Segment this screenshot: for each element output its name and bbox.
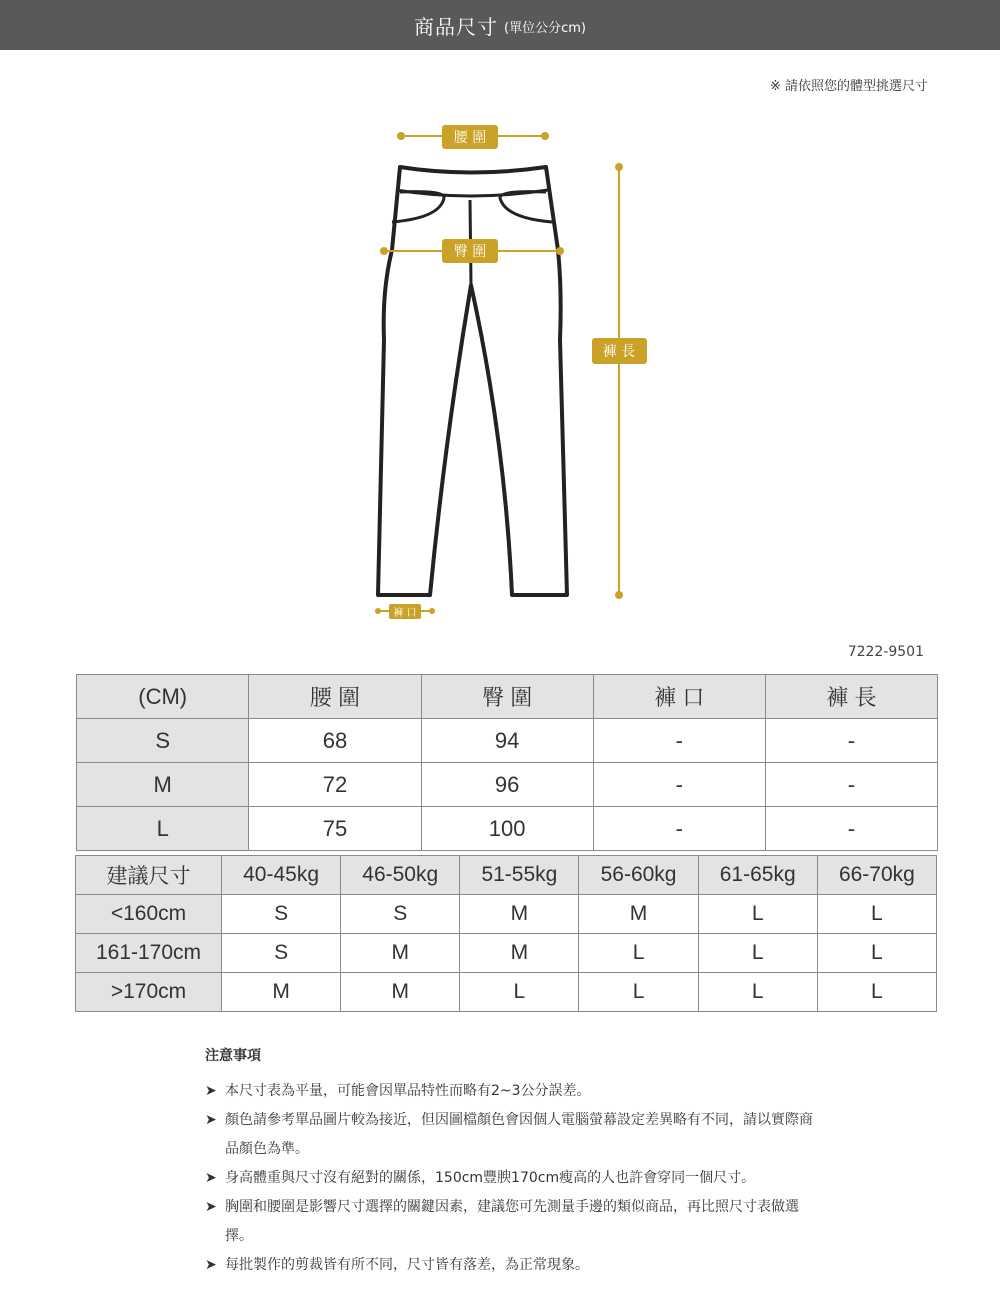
table-cell: S xyxy=(222,895,341,934)
length-label: 褲 長 xyxy=(602,344,636,360)
size-label-cell: L xyxy=(77,807,249,851)
product-code: 7222-9501 xyxy=(847,644,924,660)
size-header-cell: 褲 口 xyxy=(593,675,765,719)
table-row xyxy=(77,763,938,807)
table-cell: - xyxy=(765,763,937,807)
table-cell: M xyxy=(460,895,579,934)
table-cell: L xyxy=(817,973,936,1012)
table-cell: S xyxy=(222,934,341,973)
list-item xyxy=(205,1077,825,1106)
table-cell: M xyxy=(222,973,341,1012)
table-cell: - xyxy=(593,807,765,851)
notes-title: 注意事項 xyxy=(205,1048,261,1064)
rec-header-cell: 66-70kg xyxy=(817,856,936,895)
arrow-icon: ➤ xyxy=(205,1199,217,1215)
arrow-icon: ➤ xyxy=(205,1083,217,1099)
table-cell: L xyxy=(698,934,817,973)
table-cell: 68 xyxy=(249,719,421,763)
header-title: 商品尺寸 xyxy=(414,14,499,39)
table-cell: 100 xyxy=(421,807,593,851)
arrow-icon: ➤ xyxy=(205,1257,217,1273)
table-row xyxy=(76,934,937,973)
note-text: 顏色請參考單品圖片較為接近，但因圖檔顏色會因個人電腦螢幕設定差異略有不同，請以實際商品顏色為準。 xyxy=(225,1112,813,1157)
list-item xyxy=(205,1106,825,1164)
pants-diagram xyxy=(0,110,1000,630)
table-row xyxy=(77,807,938,851)
size-table xyxy=(76,674,938,851)
table-cell: L xyxy=(817,895,936,934)
table-cell: 72 xyxy=(249,763,421,807)
table-row xyxy=(77,719,938,763)
arrow-icon: ➤ xyxy=(205,1170,217,1186)
rec-header-cell: 建議尺寸 xyxy=(76,856,222,895)
table-cell: 94 xyxy=(421,719,593,763)
size-label-cell: M xyxy=(77,763,249,807)
height-label-cell: >170cm xyxy=(76,973,222,1012)
table-cell: L xyxy=(460,973,579,1012)
list-item xyxy=(205,1251,825,1280)
rec-table-header xyxy=(76,856,937,895)
table-cell: M xyxy=(460,934,579,973)
rec-header-cell: 61-65kg xyxy=(698,856,817,895)
table-row xyxy=(76,973,937,1012)
table-cell: - xyxy=(593,719,765,763)
table-cell: - xyxy=(593,763,765,807)
note-text: 本尺寸表為平量，可能會因單品特性而略有2~3公分誤差。 xyxy=(225,1083,591,1099)
rec-header-cell: 56-60kg xyxy=(579,856,698,895)
height-label-cell: 161-170cm xyxy=(76,934,222,973)
size-header-cell: (CM) xyxy=(77,675,249,719)
size-header-cell: 腰 圍 xyxy=(249,675,421,719)
hip-label: 臀 圍 xyxy=(453,244,487,260)
list-item xyxy=(205,1164,825,1193)
size-header-cell: 褲 長 xyxy=(765,675,937,719)
hem-label: 褲 口 xyxy=(393,608,417,619)
note-text: 每批製作的剪裁皆有所不同，尺寸皆有落差，為正常現象。 xyxy=(225,1257,589,1273)
note-text: 胸圍和腰圍是影響尺寸選擇的關鍵因素，建議您可先測量手邊的類似商品，再比照尺寸表做選擇。 xyxy=(225,1199,799,1244)
table-cell: L xyxy=(817,934,936,973)
note-text: 身高體重與尺寸沒有絕對的關係，150cm豐腴170cm瘦高的人也許會穿同一個尺寸。 xyxy=(225,1170,756,1186)
table-cell: M xyxy=(341,934,460,973)
list-item xyxy=(205,1193,825,1251)
table-cell: L xyxy=(579,934,698,973)
size-table-header xyxy=(77,675,938,719)
table-cell: M xyxy=(341,973,460,1012)
table-cell: L xyxy=(698,895,817,934)
table-cell: 75 xyxy=(249,807,421,851)
waist-label: 腰 圍 xyxy=(453,130,487,146)
table-cell: - xyxy=(765,807,937,851)
table-cell: 96 xyxy=(421,763,593,807)
rec-header-cell: 46-50kg xyxy=(341,856,460,895)
table-cell: - xyxy=(765,719,937,763)
rec-header-cell: 51-55kg xyxy=(460,856,579,895)
table-cell: L xyxy=(579,973,698,1012)
height-label-cell: <160cm xyxy=(76,895,222,934)
table-cell: S xyxy=(341,895,460,934)
notes-section xyxy=(205,1045,825,1280)
size-header-cell: 臀 圍 xyxy=(421,675,593,719)
recommendation-table xyxy=(75,855,937,1012)
arrow-icon: ➤ xyxy=(205,1112,217,1128)
rec-header-cell: 40-45kg xyxy=(222,856,341,895)
table-cell: L xyxy=(698,973,817,1012)
size-label-cell: S xyxy=(77,719,249,763)
size-note: ※ 請依照您的體型挑選尺寸 xyxy=(769,79,928,94)
table-cell: M xyxy=(579,895,698,934)
pants-outline xyxy=(378,167,567,595)
header-unit: (單位公分cm) xyxy=(504,21,586,36)
table-row xyxy=(76,895,937,934)
page-header xyxy=(0,0,1000,50)
